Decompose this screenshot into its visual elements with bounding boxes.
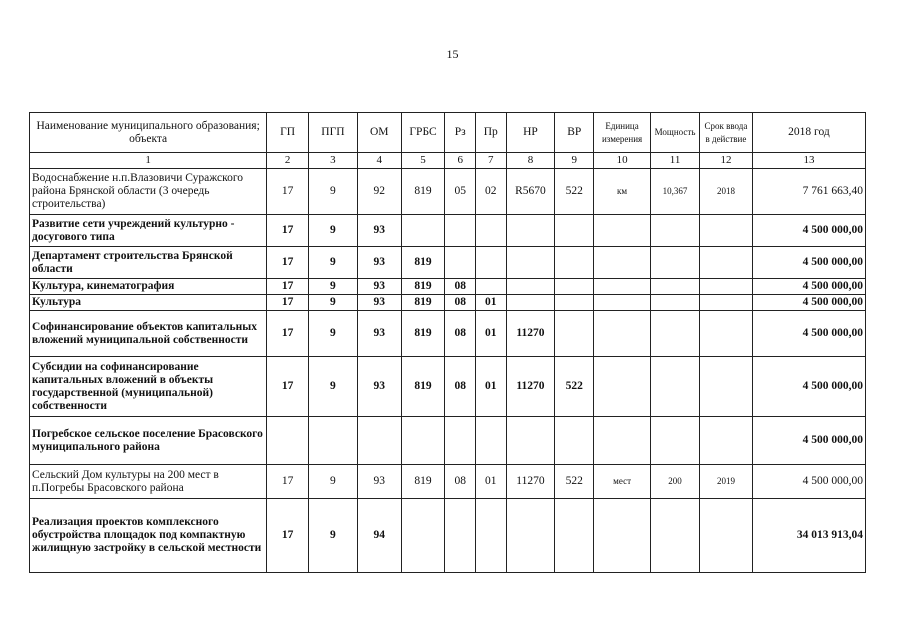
cell-name: Культура	[30, 295, 267, 311]
cell-gp: 17	[267, 169, 309, 215]
cell-grbs: 819	[401, 357, 445, 417]
cell-unit	[594, 247, 651, 279]
header-term: Срок ввода в действие	[699, 113, 752, 153]
table-row	[30, 279, 866, 295]
cell-unit	[594, 417, 651, 465]
cell-nr	[506, 279, 555, 295]
cell-unit	[594, 311, 651, 357]
cell-gp: 17	[267, 311, 309, 357]
cell-amount: 7 761 663,40	[752, 169, 865, 215]
cell-nr	[506, 417, 555, 465]
column-number: 5	[401, 153, 445, 169]
cell-pr	[475, 247, 506, 279]
cell-gp: 17	[267, 499, 309, 573]
cell-ppgp: 9	[308, 311, 357, 357]
cell-ppgp: 9	[308, 279, 357, 295]
cell-rz: 08	[445, 279, 476, 295]
cell-term: 2018	[699, 169, 752, 215]
cell-vr: 522	[555, 169, 594, 215]
cell-power	[651, 417, 700, 465]
cell-om: 93	[357, 215, 401, 247]
cell-grbs: 819	[401, 247, 445, 279]
cell-vr	[555, 215, 594, 247]
cell-ppgp: 9	[308, 465, 357, 499]
cell-rz	[445, 499, 476, 573]
budget-table	[29, 112, 866, 573]
cell-unit	[594, 295, 651, 311]
cell-amount: 4 500 000,00	[752, 357, 865, 417]
cell-vr	[555, 499, 594, 573]
cell-pr: 01	[475, 311, 506, 357]
cell-nr	[506, 499, 555, 573]
column-number: 13	[752, 153, 865, 169]
cell-ppgp: 9	[308, 215, 357, 247]
cell-term	[699, 295, 752, 311]
cell-name: Софинансирование объектов капитальных вложений муниципальной собственности	[30, 311, 267, 357]
cell-vr: 522	[555, 465, 594, 499]
cell-unit: км	[594, 169, 651, 215]
cell-amount: 4 500 000,00	[752, 465, 865, 499]
cell-rz: 05	[445, 169, 476, 215]
cell-grbs: 819	[401, 279, 445, 295]
cell-name: Субсидии на софинансирование капитальных вложений в объекты государственной (муниципальной) собственности	[30, 357, 267, 417]
header-unit: Единица измерения	[594, 113, 651, 153]
cell-ppgp: 9	[308, 499, 357, 573]
column-number: 3	[308, 153, 357, 169]
cell-power	[651, 295, 700, 311]
cell-nr: 11270	[506, 311, 555, 357]
cell-ppgp: 9	[308, 169, 357, 215]
cell-gp: 17	[267, 279, 309, 295]
cell-power	[651, 357, 700, 417]
cell-term	[699, 247, 752, 279]
cell-grbs: 819	[401, 295, 445, 311]
cell-power	[651, 279, 700, 295]
header-nr: НР	[506, 113, 555, 153]
table-row	[30, 311, 866, 357]
table-row	[30, 295, 866, 311]
cell-grbs	[401, 417, 445, 465]
cell-gp	[267, 417, 309, 465]
table-row	[30, 169, 866, 215]
cell-gp: 17	[267, 295, 309, 311]
cell-ppgp: 9	[308, 357, 357, 417]
cell-om: 93	[357, 247, 401, 279]
cell-power	[651, 499, 700, 573]
header-grbs: ГРБС	[401, 113, 445, 153]
header-ppgp: ПГП	[308, 113, 357, 153]
header-vr: ВР	[555, 113, 594, 153]
cell-nr: 11270	[506, 357, 555, 417]
cell-grbs: 819	[401, 169, 445, 215]
cell-name: Культура, кинематография	[30, 279, 267, 295]
cell-pr	[475, 279, 506, 295]
cell-pr	[475, 499, 506, 573]
cell-term	[699, 357, 752, 417]
cell-rz	[445, 215, 476, 247]
cell-grbs	[401, 499, 445, 573]
cell-pr: 02	[475, 169, 506, 215]
cell-amount: 4 500 000,00	[752, 247, 865, 279]
cell-term	[699, 215, 752, 247]
cell-amount: 4 500 000,00	[752, 215, 865, 247]
cell-vr	[555, 295, 594, 311]
column-number: 9	[555, 153, 594, 169]
cell-om: 93	[357, 311, 401, 357]
cell-unit	[594, 357, 651, 417]
cell-rz	[445, 247, 476, 279]
page-number: 15	[446, 47, 459, 61]
cell-name: Погребское сельское поселение Брасовского муниципального района	[30, 417, 267, 465]
cell-gp: 17	[267, 465, 309, 499]
cell-power	[651, 215, 700, 247]
header-power: Мощность	[651, 113, 700, 153]
cell-nr	[506, 247, 555, 279]
header-name: Наименование муниципального образования; объекта	[30, 113, 267, 153]
header-gp: ГП	[267, 113, 309, 153]
cell-vr	[555, 247, 594, 279]
cell-pr: 01	[475, 465, 506, 499]
cell-amount: 4 500 000,00	[752, 279, 865, 295]
table-row	[30, 465, 866, 499]
column-number: 1	[30, 153, 267, 169]
cell-term: 2019	[699, 465, 752, 499]
cell-term	[699, 279, 752, 295]
cell-pr	[475, 215, 506, 247]
cell-pr: 01	[475, 357, 506, 417]
column-number: 11	[651, 153, 700, 169]
cell-amount: 4 500 000,00	[752, 417, 865, 465]
cell-unit: мест	[594, 465, 651, 499]
cell-name: Водоснабжение н.п.Влазовичи Суражского района Брянской области (3 очередь строительства)	[30, 169, 267, 215]
cell-term	[699, 417, 752, 465]
cell-rz: 08	[445, 357, 476, 417]
cell-rz: 08	[445, 311, 476, 357]
column-number: 12	[699, 153, 752, 169]
cell-nr	[506, 295, 555, 311]
header-row	[30, 113, 866, 153]
table-row	[30, 499, 866, 573]
cell-amount: 4 500 000,00	[752, 311, 865, 357]
header-year: 2018 год	[752, 113, 865, 153]
table-row	[30, 247, 866, 279]
cell-ppgp: 9	[308, 247, 357, 279]
column-number: 6	[445, 153, 476, 169]
cell-om: 92	[357, 169, 401, 215]
cell-om: 93	[357, 465, 401, 499]
cell-ppgp	[308, 417, 357, 465]
cell-grbs: 819	[401, 311, 445, 357]
cell-unit	[594, 215, 651, 247]
cell-vr	[555, 279, 594, 295]
cell-power	[651, 311, 700, 357]
cell-rz: 08	[445, 295, 476, 311]
cell-name: Департамент строительства Брянской области	[30, 247, 267, 279]
cell-vr: 522	[555, 357, 594, 417]
cell-term	[699, 311, 752, 357]
cell-pr	[475, 417, 506, 465]
header-om: ОМ	[357, 113, 401, 153]
cell-vr	[555, 417, 594, 465]
cell-rz	[445, 417, 476, 465]
cell-name: Реализация проектов комплексного обустройства площадок под компактную жилищную застройку в сельской местности	[30, 499, 267, 573]
cell-power	[651, 247, 700, 279]
cell-unit	[594, 499, 651, 573]
cell-grbs: 819	[401, 465, 445, 499]
cell-nr: R5670	[506, 169, 555, 215]
cell-name: Развитие сети учреждений культурно - досугового типа	[30, 215, 267, 247]
cell-gp: 17	[267, 357, 309, 417]
cell-om	[357, 417, 401, 465]
cell-grbs	[401, 215, 445, 247]
header-rz: Рз	[445, 113, 476, 153]
cell-power: 200	[651, 465, 700, 499]
column-number-row	[30, 153, 866, 169]
column-number: 10	[594, 153, 651, 169]
column-number: 2	[267, 153, 309, 169]
cell-gp: 17	[267, 215, 309, 247]
table-row	[30, 417, 866, 465]
cell-nr: 11270	[506, 465, 555, 499]
column-number: 7	[475, 153, 506, 169]
cell-om: 93	[357, 279, 401, 295]
cell-term	[699, 499, 752, 573]
cell-name: Сельский Дом культуры на 200 мест в п.Погребы Брасовского района	[30, 465, 267, 499]
cell-om: 93	[357, 357, 401, 417]
cell-amount: 34 013 913,04	[752, 499, 865, 573]
cell-rz: 08	[445, 465, 476, 499]
cell-amount: 4 500 000,00	[752, 295, 865, 311]
header-pr: Пр	[475, 113, 506, 153]
cell-vr	[555, 311, 594, 357]
table-row	[30, 357, 866, 417]
cell-ppgp: 9	[308, 295, 357, 311]
cell-om: 93	[357, 295, 401, 311]
cell-gp: 17	[267, 247, 309, 279]
column-number: 8	[506, 153, 555, 169]
cell-pr: 01	[475, 295, 506, 311]
cell-power: 10,367	[651, 169, 700, 215]
cell-om: 94	[357, 499, 401, 573]
cell-unit	[594, 279, 651, 295]
table-row	[30, 215, 866, 247]
cell-nr	[506, 215, 555, 247]
column-number: 4	[357, 153, 401, 169]
